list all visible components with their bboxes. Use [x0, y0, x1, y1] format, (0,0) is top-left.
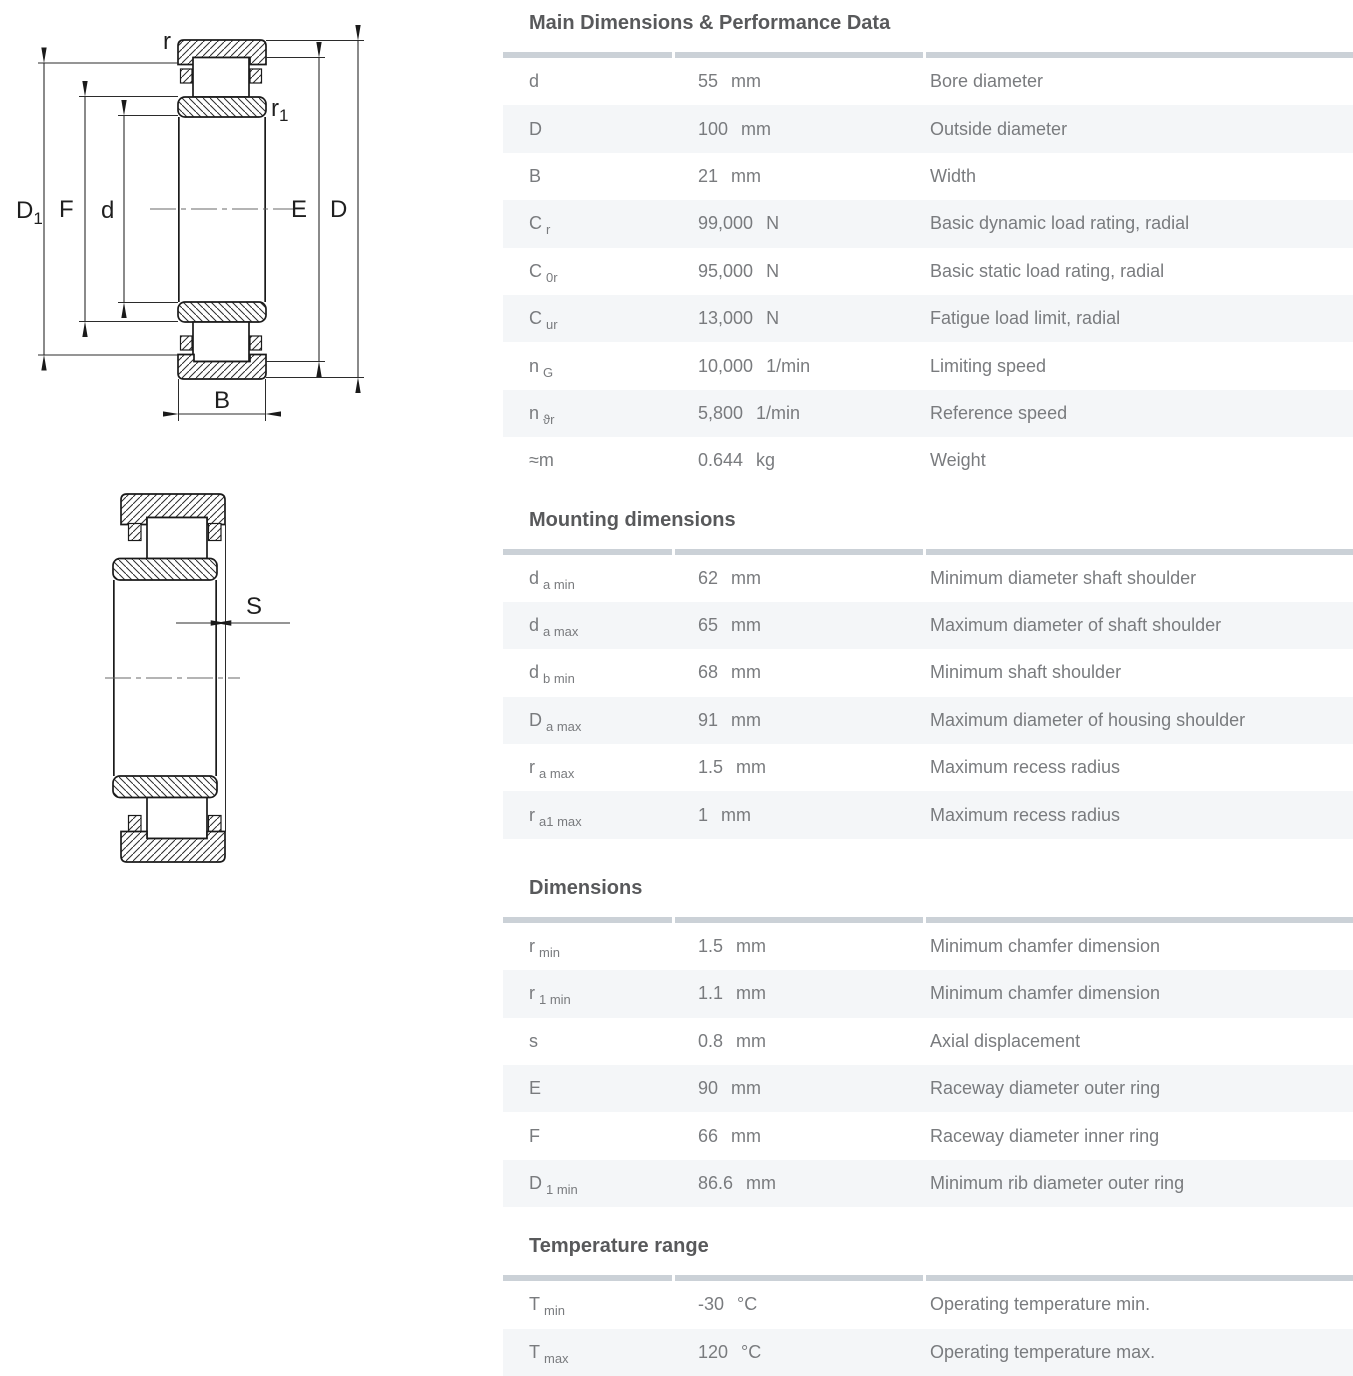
value: 95,000	[698, 260, 754, 281]
value: 55	[698, 71, 719, 92]
description-cell: Maximum diameter of shaft shoulder	[930, 615, 1222, 636]
description-cell: Minimum diameter shaft shoulder	[930, 567, 1197, 588]
unit: mm	[736, 757, 767, 778]
table-row	[503, 744, 1353, 791]
symbol-cell	[503, 71, 675, 92]
unit: mm	[736, 1030, 767, 1051]
unit: mm	[731, 709, 762, 730]
description-cell: Minimum chamfer dimension	[930, 983, 1161, 1004]
symbol-cell	[503, 936, 675, 961]
symbol-cell	[503, 308, 675, 333]
value: 91	[698, 709, 719, 730]
symbol-base: r	[529, 757, 535, 778]
label-r: r	[163, 28, 171, 55]
value: -30	[698, 1294, 725, 1315]
description-cell: Raceway diameter inner ring	[930, 1125, 1160, 1146]
section-main-dimensions	[503, 10, 1353, 485]
symbol-cell	[503, 567, 675, 592]
symbol-base: D	[529, 709, 542, 730]
unit: °C	[737, 1294, 758, 1315]
description-cell: Operating temperature min.	[930, 1294, 1151, 1315]
table-row	[503, 1281, 1353, 1328]
unit: mm	[736, 936, 767, 957]
value-cell	[675, 71, 929, 92]
symbol-base: d	[529, 662, 540, 683]
description-cell: Minimum chamfer dimension	[930, 936, 1161, 957]
header-bar-segment	[675, 52, 923, 58]
unit: 1/min	[766, 355, 811, 376]
table-row	[503, 1065, 1353, 1112]
symbol-base: D	[529, 1173, 542, 1193]
header-bar-segment	[926, 1275, 1353, 1281]
table-row	[503, 390, 1353, 437]
unit: N	[766, 213, 780, 234]
description-cell: Reference speed	[930, 402, 1068, 423]
section-dimensions	[503, 875, 1353, 1207]
value-cell	[675, 308, 929, 329]
table-row	[503, 602, 1353, 649]
header-bar-segment	[503, 52, 672, 58]
symbol-cell	[503, 1078, 675, 1099]
table-row	[503, 105, 1353, 152]
header-bar-segment	[503, 917, 672, 923]
symbol-subscript: min	[544, 1303, 565, 1319]
symbol-base: ≈m	[529, 450, 554, 471]
symbol-subscript: max	[544, 1350, 569, 1366]
value-cell	[675, 403, 929, 424]
unit: 1/min	[756, 402, 801, 423]
symbol-cell	[503, 1126, 675, 1147]
section-title: Mounting dimensions	[529, 508, 736, 531]
value-cell	[675, 261, 929, 282]
unit: °C	[741, 1341, 762, 1362]
table-rows	[503, 58, 1353, 485]
cage-bottom-right	[250, 336, 262, 350]
value: 13,000	[698, 308, 754, 329]
cage-bottom-left	[129, 816, 142, 833]
table-row	[503, 1018, 1353, 1065]
value: 99,000	[698, 213, 754, 234]
value-cell	[675, 1342, 929, 1363]
symbol-cell	[503, 166, 675, 187]
symbol-base: B	[529, 165, 542, 186]
symbol-base: r	[529, 983, 535, 1004]
table-rows	[503, 1281, 1353, 1376]
table-row	[503, 791, 1353, 838]
symbol-subscript: a max	[539, 766, 575, 782]
value: 65	[698, 615, 719, 636]
roller-top	[193, 58, 249, 98]
unit: mm	[746, 1173, 777, 1193]
description-cell: Outside diameter	[930, 118, 1068, 139]
symbol-cell	[503, 983, 675, 1008]
bearing-cross-section-main	[16, 28, 364, 421]
header-bar-segment	[926, 52, 1353, 58]
symbol-cell	[503, 119, 675, 140]
value: 62	[698, 567, 719, 588]
unit: kg	[756, 450, 776, 471]
symbol-base: T	[529, 1294, 540, 1315]
value-cell	[675, 568, 929, 589]
symbol-cell	[503, 709, 675, 734]
symbol-cell	[503, 1341, 675, 1366]
description-cell: Basic dynamic load rating, radial	[930, 213, 1190, 234]
symbol-base: n	[529, 402, 540, 423]
description-cell: Maximum recess radius	[930, 804, 1121, 825]
symbol-subscript: a1 max	[539, 813, 582, 829]
header-bar-segment	[503, 1275, 672, 1281]
value-cell	[675, 119, 929, 140]
symbol-cell	[503, 355, 675, 380]
symbol-base: C	[529, 213, 542, 234]
table-row	[503, 923, 1353, 970]
value: 100	[698, 118, 729, 139]
unit: N	[766, 308, 780, 329]
description-cell: Fatigue load limit, radial	[930, 308, 1121, 329]
description-cell: Operating temperature max.	[930, 1341, 1156, 1362]
description-cell: Axial displacement	[930, 1030, 1081, 1051]
value-cell	[675, 983, 929, 1004]
symbol-subscript: ur	[546, 317, 558, 333]
symbol-cell	[503, 450, 675, 471]
label-D1: $D_1$	[16, 197, 43, 228]
value: 1.5	[698, 757, 724, 778]
value-cell	[675, 1031, 929, 1052]
symbol-subscript: a max	[546, 718, 582, 734]
value-cell	[675, 1294, 929, 1315]
symbol-subscript: min	[539, 945, 560, 961]
cage-top-left	[129, 524, 142, 541]
symbol-base: F	[529, 1125, 540, 1146]
value-cell	[675, 213, 929, 234]
value: 0.8	[698, 1030, 724, 1051]
symbol-cell	[503, 213, 675, 238]
table-rows	[503, 923, 1353, 1207]
unit: mm	[731, 165, 762, 186]
symbol-subscript: G	[543, 364, 554, 380]
unit: mm	[731, 71, 762, 92]
symbol-base: d	[529, 615, 540, 636]
section-temperature-range	[503, 1233, 1353, 1376]
value: 66	[698, 1125, 719, 1146]
symbol-subscript: a min	[543, 576, 575, 592]
bearing-drawings	[0, 0, 500, 900]
table-row	[503, 200, 1353, 247]
value-cell	[675, 166, 929, 187]
section-mounting-dimensions	[503, 507, 1353, 839]
description-cell: Maximum diameter of housing shoulder	[930, 709, 1246, 730]
roller-top	[147, 518, 207, 559]
header-bar-segment	[675, 549, 923, 555]
symbol-cell	[503, 260, 675, 285]
header-bar-segment	[675, 917, 923, 923]
table-header-bar	[503, 549, 1353, 555]
unit: mm	[731, 1125, 762, 1146]
description-cell: Weight	[930, 450, 986, 471]
value-cell	[675, 615, 929, 636]
description-cell: Maximum recess radius	[930, 757, 1121, 778]
symbol-base: D	[529, 118, 542, 139]
cage-bottom-right	[209, 816, 222, 833]
symbol-cell	[503, 1173, 675, 1197]
cage-top-left	[181, 69, 193, 83]
unit: N	[766, 260, 780, 281]
label-F: F	[59, 196, 74, 223]
description-cell: Minimum shaft shoulder	[930, 662, 1122, 683]
label-d: d	[101, 197, 115, 224]
label-E: E	[291, 196, 308, 223]
value-cell	[675, 356, 929, 377]
value: 86.6	[698, 1173, 734, 1193]
cage-bottom-left	[181, 336, 193, 350]
value: 1	[698, 804, 709, 825]
symbol-base: n	[529, 355, 540, 376]
bearing-cross-section-displaced	[105, 494, 290, 862]
unit: mm	[721, 804, 752, 825]
table-header-bar	[503, 1275, 1353, 1281]
value-cell	[675, 757, 929, 778]
cage-top-right	[209, 524, 222, 541]
header-bar-segment	[675, 1275, 923, 1281]
description-cell: Minimum rib diameter outer ring	[930, 1173, 1185, 1193]
value-cell	[675, 450, 929, 471]
symbol-cell	[503, 804, 675, 829]
unit: mm	[731, 567, 762, 588]
section-title: Dimensions	[529, 876, 643, 899]
symbol-base: s	[529, 1030, 538, 1051]
symbol-cell	[503, 662, 675, 687]
unit: mm	[731, 662, 762, 683]
inner-ring-top	[178, 97, 266, 117]
symbol-subscript: r	[546, 222, 551, 238]
description-cell: Width	[930, 165, 977, 186]
header-bar-segment	[503, 549, 672, 555]
value-cell	[675, 805, 929, 826]
table-row	[503, 1329, 1353, 1376]
value-cell	[675, 936, 929, 957]
table-row	[503, 58, 1353, 105]
table-row	[503, 295, 1353, 342]
value: 120	[698, 1341, 729, 1362]
symbol-base: T	[529, 1341, 540, 1362]
table-row	[503, 1112, 1353, 1159]
roller-bottom	[147, 798, 207, 839]
value: 5,800	[698, 402, 744, 423]
table-row	[503, 342, 1353, 389]
value-cell	[675, 1126, 929, 1147]
unit: mm	[731, 1078, 762, 1099]
symbol-cell	[503, 615, 675, 640]
symbol-cell	[503, 757, 675, 782]
symbol-base: d	[529, 567, 540, 588]
symbol-subscript: ϑr	[543, 411, 555, 427]
table-row	[503, 697, 1353, 744]
header-bar-segment	[926, 917, 1353, 923]
description-cell: Bore diameter	[930, 71, 1044, 92]
table-row	[503, 437, 1353, 484]
inner-ring-bottom	[178, 302, 266, 322]
symbol-base: r	[529, 804, 535, 825]
symbol-subscript: b min	[543, 671, 575, 687]
header-bar-segment	[926, 549, 1353, 555]
symbol-subscript: a max	[543, 624, 579, 640]
unit: mm	[736, 983, 767, 1004]
symbol-subscript: 1 min	[539, 992, 571, 1008]
label-D: D	[330, 196, 348, 223]
value-cell	[675, 710, 929, 731]
table-row	[503, 153, 1353, 200]
value-cell	[675, 1173, 929, 1194]
value: 0.644	[698, 450, 744, 471]
table-row	[503, 1160, 1353, 1207]
inner-ring-bottom	[113, 776, 217, 798]
roller-bottom	[193, 322, 249, 362]
label-r1: $r_1$	[271, 95, 289, 125]
symbol-base: C	[529, 260, 542, 281]
table-header-bar	[503, 52, 1353, 58]
description-cell: Limiting speed	[930, 355, 1047, 376]
section-title: Main Dimensions & Performance Data	[529, 12, 891, 34]
table-row	[503, 248, 1353, 295]
table-row	[503, 649, 1353, 696]
table-row	[503, 555, 1353, 602]
value-cell	[675, 662, 929, 683]
section-title: Temperature range	[529, 1235, 709, 1258]
value-cell	[675, 1078, 929, 1099]
inner-ring-top	[113, 559, 217, 581]
label-B: B	[213, 387, 231, 414]
table-header-bar	[503, 917, 1353, 923]
table-rows	[503, 555, 1353, 839]
table-row	[503, 970, 1353, 1017]
value: 10,000	[698, 355, 754, 376]
symbol-base: C	[529, 308, 542, 329]
value: 1.1	[698, 983, 724, 1004]
spec-tables	[503, 0, 1353, 1376]
symbol-cell	[503, 402, 675, 427]
label-S: S	[245, 593, 263, 620]
unit: mm	[741, 118, 772, 139]
value: 21	[698, 165, 719, 186]
unit: mm	[731, 615, 762, 636]
description-cell: Raceway diameter outer ring	[930, 1078, 1161, 1099]
description-cell: Basic static load rating, radial	[930, 260, 1165, 281]
symbol-subscript: 0r	[546, 269, 558, 285]
cage-top-right	[250, 69, 262, 83]
symbol-base: r	[529, 936, 535, 957]
value: 90	[698, 1078, 719, 1099]
value: 68	[698, 662, 719, 683]
value: 1.5	[698, 936, 724, 957]
symbol-cell	[503, 1294, 675, 1319]
symbol-base: d	[529, 71, 540, 92]
symbol-base: E	[529, 1078, 542, 1099]
symbol-subscript: 1 min	[546, 1182, 578, 1197]
symbol-cell	[503, 1031, 675, 1052]
